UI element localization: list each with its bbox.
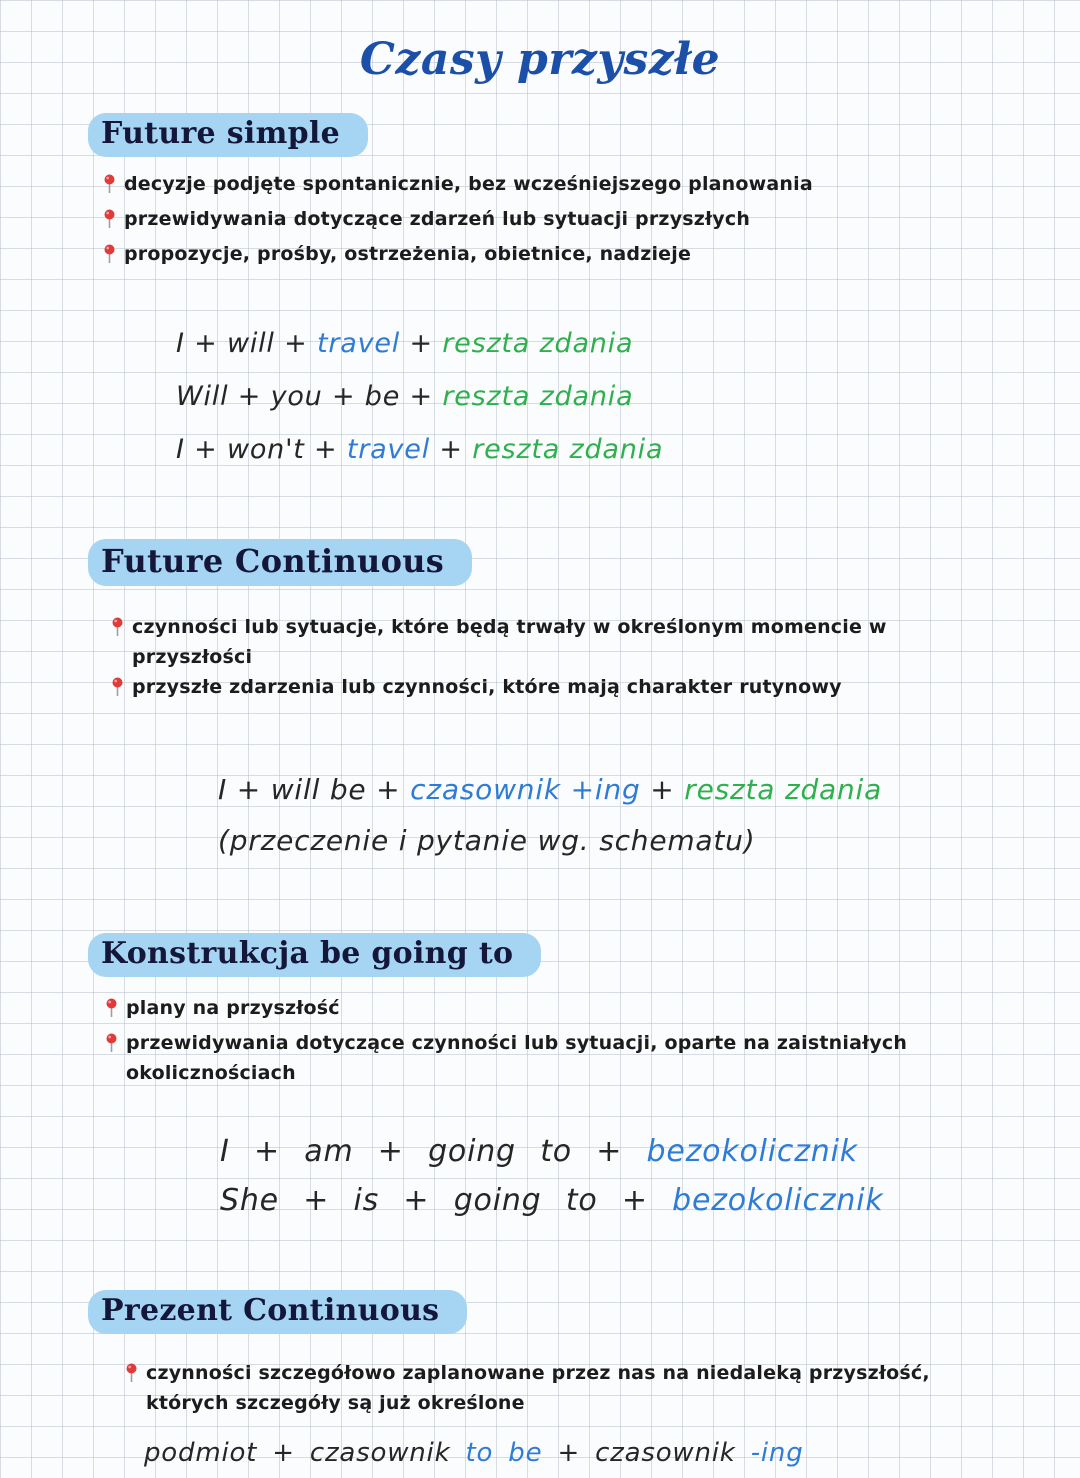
section-heading: Prezent Continuous [88,1290,467,1334]
formula-line [218,824,1040,857]
formula-segment: reszta zdania [684,773,883,807]
bullet-item [102,204,1002,239]
bullet-item [104,1028,1040,1088]
formula-segment: reszta zdania [472,434,664,466]
formula-segment: + [400,328,443,360]
formula-segment: She + is + going to + [220,1183,673,1219]
formula-block [218,773,1040,857]
formula-segment: reszta zdania [442,381,634,413]
formula-line [220,1134,1040,1169]
bullet-list [102,169,1002,274]
formula-segment: reszta zdania [442,328,634,360]
formula-line [176,381,1040,412]
pin-icon [110,617,125,647]
formula-segment: + [640,773,685,807]
bullet-list [104,993,1040,1088]
section-heading: Konstrukcja be going to [88,933,541,977]
bullet-text: decyzje podjęte spontanicznie, bez wcześniejszego planowania [124,173,813,195]
formula-block [176,328,1040,465]
formula-segment: I + won't + [176,434,347,466]
section-prezent-continuous [88,1290,1040,1468]
formula-line [176,328,1040,359]
formula-segment: Will + you + be + [176,381,443,413]
formula-segment: I + am + going to + [220,1134,647,1170]
section-be-going-to [88,933,1040,1218]
formula-segment: I + will + [176,328,317,360]
formula-line [218,773,1040,806]
pin-icon [124,1363,139,1393]
formula-line [144,1438,1040,1468]
bullet-list [110,612,1010,707]
section-heading: Future Continuous [88,539,472,586]
pin-icon [104,998,119,1028]
section-future-continuous [88,539,1040,857]
bullet-item [104,993,1040,1028]
pin-icon [102,244,117,274]
formula-segment: + czasownik [542,1438,751,1469]
bullet-text: czynności szczegółowo zaplanowane przez nas na niedaleką przyszłość, których szczegóły są już określone [146,1362,930,1415]
formula-line [176,434,1040,465]
pin-icon [110,677,125,707]
formula-segment: to be [465,1438,543,1469]
bullet-item [124,1358,1004,1418]
bullet-text: przewidywania dotyczące zdarzeń lub sytuacji przyszłych [124,208,751,231]
formula-segment: (przeczenie i pytanie wg. schematu) [218,824,756,858]
bullet-text: propozycje, prośby, ostrzeżenia, obietnice, nadzieje [124,243,692,266]
bullet-item [110,672,1010,707]
pin-icon [104,1033,119,1063]
formula-segment: travel [346,434,430,466]
bullet-text: przyszłe zdarzenia lub czynności, które mają charakter rutynowy [132,676,842,699]
formula-segment: I + will be + [218,773,411,807]
pin-icon [102,174,117,204]
formula-segment: -ing [750,1438,804,1469]
formula-segment: travel [316,328,401,360]
pin-icon [102,209,117,239]
formula-segment: czasownik +ing [410,773,641,807]
page-title: Czasy przyszłe [359,34,721,85]
bullet-text: czynności lub sytuacje, które będą trwały w określonym momencie w przyszłości [132,616,887,669]
formula-segment: + [430,434,473,466]
bullet-item [110,612,1010,672]
bullet-text: plany na przyszłość [126,997,340,1020]
formula-line [220,1183,1040,1218]
bullet-item [102,169,1002,204]
formula-segment: bezokolicznik [672,1183,884,1219]
formula-segment: bezokolicznik [646,1134,858,1170]
bullet-item [102,239,1002,274]
bullet-list [124,1358,1004,1418]
section-heading: Future simple [88,113,368,157]
formula-block [144,1438,1040,1468]
formula-segment: podmiot + czasownik [144,1438,466,1469]
section-future-simple [88,113,1040,465]
bullet-text: przewidywania dotyczące czynności lub sytuacji, oparte na zaistniałych okolicznościach [126,1032,908,1085]
formula-block [220,1134,1040,1218]
